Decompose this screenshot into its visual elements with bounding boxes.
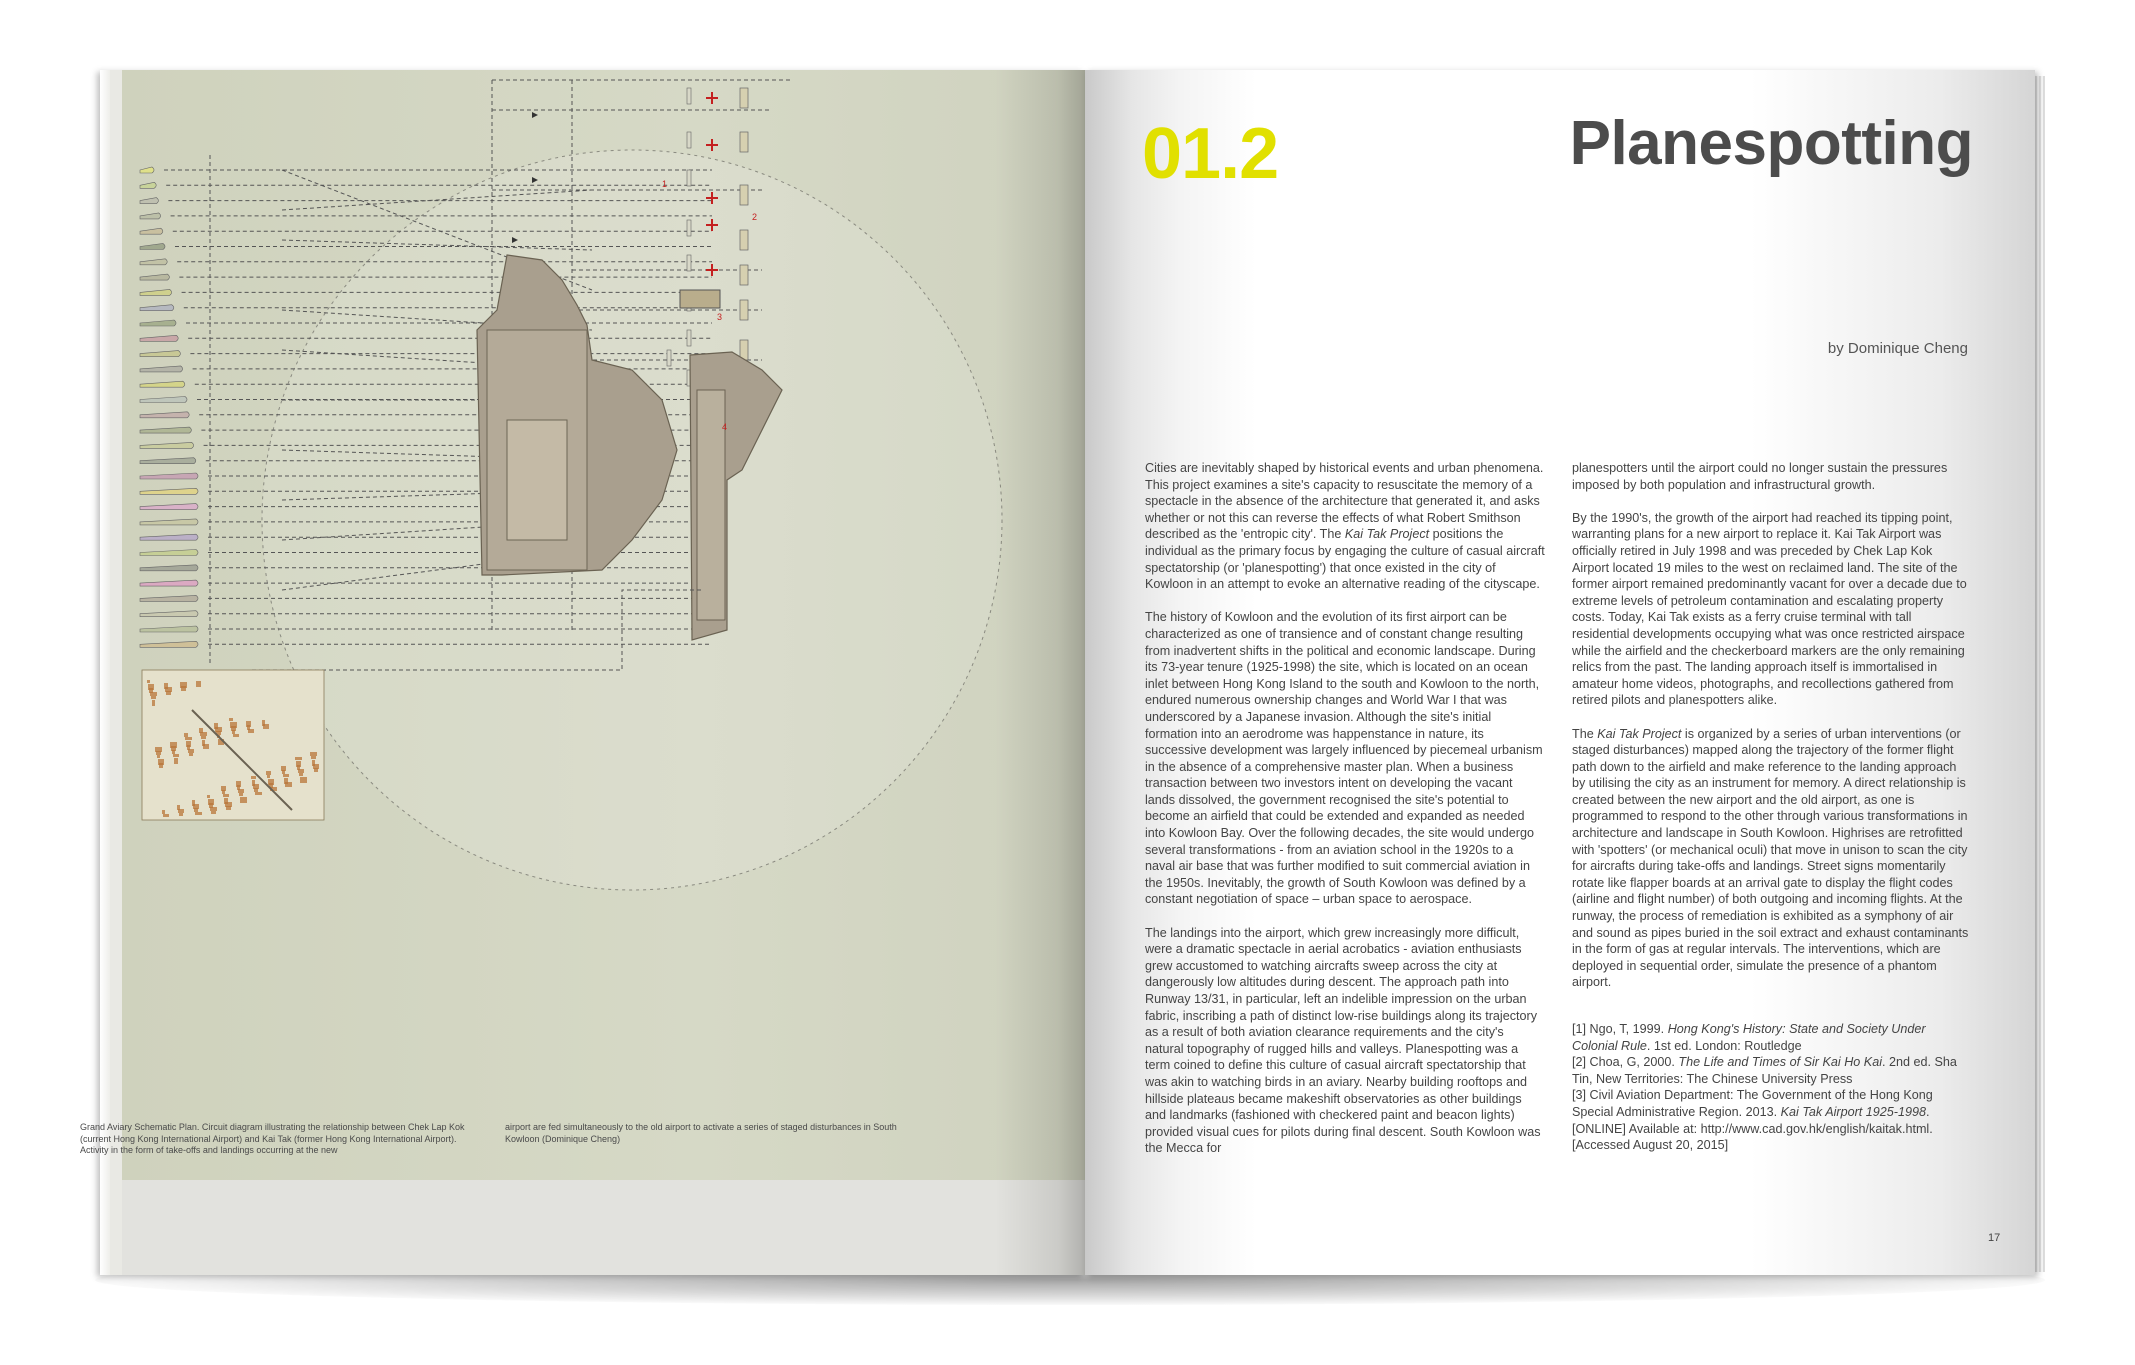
- map-building: [285, 782, 292, 787]
- map-building: [233, 734, 239, 737]
- aircraft-silhouette: [140, 320, 176, 326]
- map-building: [300, 777, 307, 783]
- map-building: [283, 774, 289, 777]
- gate-marker: [687, 170, 691, 186]
- gate-marker: [740, 185, 748, 205]
- aircraft-silhouette: [140, 305, 174, 311]
- aircraft-silhouette: [140, 244, 165, 250]
- aircraft-silhouette: [140, 473, 198, 479]
- article-title: Planespotting: [1569, 109, 1973, 178]
- map-building: [151, 696, 156, 699]
- page-number: 17: [1988, 1232, 2001, 1244]
- gate-marker: [687, 220, 691, 236]
- aircraft-silhouette: [140, 626, 198, 632]
- aircraft-silhouette: [140, 274, 169, 280]
- map-building: [194, 808, 198, 812]
- left-page: [100, 70, 1085, 1275]
- byline: by Dominique Cheng: [1827, 340, 1968, 357]
- aircraft-silhouette: [140, 458, 196, 464]
- map-building: [211, 811, 216, 814]
- caption-strip: [122, 1180, 1085, 1275]
- gate-marker: [667, 350, 671, 366]
- aircraft-silhouette: [140, 595, 198, 601]
- page-edge: [100, 70, 110, 1275]
- body-column-1: [1145, 460, 1545, 1174]
- reference-item: [2] Choa, G, 2000. The Life and Times of Sir Kai Ho Kai. 2nd ed. Sha Tin, New Territories: The Chinese University Press: [1572, 1055, 1957, 1086]
- map-building: [310, 752, 317, 756]
- reference-item: [1] Ngo, T, 1999. Hong Kong's History: State and Society Under Colonial Rule. 1st ed. London: Routledge: [1572, 1022, 1926, 1053]
- map-building: [299, 773, 303, 776]
- marker-label: 2: [752, 212, 758, 222]
- map-building: [178, 809, 184, 813]
- paragraph: By the 1990's, the growth of the airport had reached its tipping point, warranting plans for a new airport to replace it. Kai Tak Airport was officially retired in July 1998 and was preceded by Chek Lap Kok Airport located 19 miles to the west on reclaimed land. The site of the former airport remained predominantly vacant for over a decade due to extreme levels of petroleum contamination and escalating property costs. Today, Kai Tak exists as a ferry cruise terminal with tall residential developments occupying what was once restricted airspace while the airfield and the checkerboard markers are the only remaining relics from the past. The landing approach itself is immortalised in amateur home videos, photographs, and recollections gathered from retired pilots and planespotters alike.: [1572, 510, 1967, 708]
- map-building: [229, 718, 233, 721]
- red-aircraft-mark: [706, 139, 718, 151]
- map-building: [162, 810, 165, 814]
- figure-caption-col1: Grand Aviary Schematic Plan. Circuit diagram illustrating the relationship between Chek Lap Kok (current Hong Kong International Airport) and Kai Tak (former Hong Kong International Airport). Activity in the form of take-offs and landings occurring at the new: [80, 1122, 465, 1155]
- map-building: [196, 681, 201, 687]
- aircraft-silhouette: [140, 366, 183, 372]
- map-building: [173, 754, 179, 757]
- body-column-2: [1572, 460, 1972, 1154]
- aircraft-silhouette: [140, 641, 198, 647]
- map-building: [298, 769, 304, 773]
- red-aircraft-mark: [706, 92, 718, 104]
- aircraft-silhouette: [140, 442, 194, 448]
- gate-marker: [740, 88, 748, 108]
- map-building: [179, 813, 183, 816]
- gate-marker: [740, 132, 748, 152]
- arrow-mark: [532, 112, 538, 118]
- aircraft-silhouette: [140, 213, 161, 219]
- map-building: [311, 756, 316, 759]
- map-building: [172, 750, 175, 754]
- map-building: [159, 763, 163, 768]
- map-building: [282, 770, 285, 774]
- map-building: [226, 806, 231, 810]
- map-building: [185, 737, 192, 740]
- map-building: [184, 733, 188, 737]
- map-building: [203, 744, 209, 749]
- map-building: [222, 790, 225, 794]
- gate-marker: [740, 300, 748, 320]
- map-building: [248, 729, 254, 733]
- paragraph: The landings into the airport, which grew increasingly more difficult, were a dramatic spectacle in aerial acrobatics - aviation enthusiasts grew accustomed to watching aircrafts sweep across the city at dangerously low altitudes during descent. The approach path into Runway 13/31, in particular, left an indelible impression on the urban fabric, inscribing a path of distinct low-rise buildings along its trajectory as a result of both aviation clearance requirements and the city's natural topography of rugged hills and valleys. Planespotting was a term coined to define this culture of casual aircraft spectatorship that was akin to watching birds in an aviary. Nearby building rooftops and hillside plateaus became makeshift observatories as other buildings and landmarks (fashioned with checkered paint and beacon lights) provided visual cues for pilots during final descent. South Kowloon was the Mecca for: [1145, 925, 1541, 1156]
- map-building: [195, 812, 202, 815]
- map-building: [255, 792, 262, 795]
- map-building: [181, 686, 186, 691]
- map-building: [201, 736, 206, 739]
- schematic-plan-figure: [122, 70, 1085, 1180]
- map-building: [263, 724, 269, 729]
- paragraph: Cities are inevitably shaped by historical events and urban phenomena. This project examines a site's capacity to resuscitate the memory of a spectacle in the absence of the architecture that generated it, and asks whether or not this can reverse the effects of what Robert Smithson described as the 'entropic city'. The Kai Tak Project positions the individual as the primary focus by engaging the culture of casual aircraft spectatorship (or 'planespotting') that once existed in the city of Kowloon in an attempt to evoke an alternative reading of the cityscape.: [1145, 461, 1545, 592]
- aircraft-silhouette: [140, 504, 198, 510]
- gate-marker: [740, 265, 748, 285]
- map-building: [314, 768, 318, 772]
- aircraft-silhouette: [140, 427, 191, 433]
- map-building: [147, 680, 150, 683]
- gate-marker: [687, 88, 691, 104]
- map-building: [210, 807, 217, 811]
- aircraft-silhouette: [140, 534, 198, 540]
- references: [1572, 1021, 1972, 1154]
- map-building: [189, 753, 193, 756]
- figure-caption-col2: airport are fed simultaneously to the old airport to activate a series of staged disturbances in South Kowloon (Dominique Cheng): [505, 1122, 897, 1144]
- aircraft-silhouette: [140, 611, 198, 617]
- marker-label: 3: [717, 312, 723, 322]
- aircraft-silhouette: [140, 351, 180, 357]
- section-number: 01.2: [1142, 114, 1279, 194]
- map-building: [207, 795, 210, 798]
- map-building: [239, 793, 243, 796]
- aircraft-silhouette: [140, 167, 154, 173]
- aircraft-silhouette: [140, 228, 163, 234]
- aircraft-silhouette: [140, 289, 172, 295]
- aircraft-silhouette: [140, 182, 156, 188]
- map-building: [240, 797, 247, 803]
- gate-marker: [680, 290, 720, 308]
- aircraft-silhouette: [140, 412, 189, 418]
- gate-marker: [687, 330, 691, 346]
- runway-plan: [697, 390, 728, 620]
- paragraph: planespotters until the airport could no longer sustain the pressures imposed by both population and infrastructural growth.: [1572, 461, 1948, 492]
- aircraft-silhouette: [140, 335, 178, 341]
- map-building: [232, 730, 235, 734]
- runway-plan: [507, 420, 567, 540]
- map-building: [152, 700, 155, 706]
- map-building: [238, 789, 244, 793]
- aircraft-silhouette: [140, 198, 158, 204]
- map-building: [295, 757, 302, 760]
- aircraft-silhouette: [140, 381, 185, 387]
- map-building: [150, 692, 157, 696]
- aircraft-silhouette: [140, 580, 198, 586]
- map-building: [254, 788, 258, 792]
- paragraph: The Kai Tak Project is organized by a series of urban interventions (or staged disturbances) mapped along the trajectory of the former flight path down to the airfield and make reference to the landing approach by utilising the city as an instrument for memory. A direct relationship is created between the new airport and the old airport, as one is programmed to respond to the other through various transformations in architecture and landscape in South Kowloon. Highrises are retrofitted with 'spotters' (or mechanical oculi) that move in unison to scan the city for aircrafts during take-offs and landings. Street signs momentarily rotate like flapper boards at an arrival gate to display the flight codes (airline and flight number) of both outgoing and incoming flights. At the runway, the process of remediation is exhibited as a symphony of air and sound as pipes buried in the soil extract and exhaust contaminants in the form of gas at regular intervals. The interventions, which are deployed in sequential order, simulate the presence of a phantom airport.: [1572, 726, 1969, 990]
- map-building: [251, 776, 256, 779]
- circuit-diagram: [122, 70, 1085, 1180]
- map-building: [166, 691, 171, 695]
- map-building: [188, 749, 194, 753]
- map-building: [267, 775, 270, 778]
- gate-marker: [687, 132, 691, 148]
- aircraft-silhouette: [140, 519, 198, 525]
- aircraft-silhouette: [140, 565, 198, 571]
- map-building: [174, 758, 178, 764]
- marker-label: 4: [722, 422, 728, 432]
- map-building: [200, 732, 207, 736]
- aircraft-silhouette: [140, 397, 187, 403]
- paragraph: The history of Kowloon and the evolution of its first airport can be characterized as one of transience and of constant change resulting from inadvertent shifts in the political and economic landscape. During its 73-year tenure (1925-1998) the site, which is located on an ocean inlet between Hong Kong Island to the south and Kowloon to the north, endured numerous ownership changes and World War I that was underscored by a Japanese invasion. Although the site's initial formation into an aerodrome was happenstance in nature, its successive development was largely influenced by piecemeal urbanism in the absence of a comprehensive master plan. When a business transaction between two investors intent on developing the vacant lands dissolved, the government recognised the site's potential to become an airfield that could be extended and expanded as needed into Kowloon Bay. Over the following decades, the site would undergo several transformations - from an aviation school in the 1920s to a naval air base that was further modified to suit commercial aviation in the 1950s. Inevitably, the growth of South Kowloon was defined by a constant negotiation of space – urban space to aerospace.: [1145, 610, 1543, 907]
- gate-marker: [740, 230, 748, 250]
- gate-marker: [687, 255, 691, 271]
- map-building: [156, 751, 161, 755]
- map-building: [266, 771, 271, 775]
- map-building: [223, 794, 229, 797]
- aircraft-silhouette: [140, 488, 198, 494]
- map-building: [157, 755, 160, 758]
- aircraft-silhouette: [140, 550, 198, 556]
- reference-item: [3] Civil Aviation Department: The Government of the Hong Kong Special Administrative Region. 2013. Kai Tak Airport 1925-1998. [ONLINE] Available at: http://www.cad.gov.hk/english/kaitak.html. [Accessed August 20, 2015]: [1572, 1088, 1933, 1153]
- aircraft-silhouette: [140, 259, 167, 265]
- marker-label: 1: [662, 179, 668, 189]
- map-building: [163, 814, 169, 817]
